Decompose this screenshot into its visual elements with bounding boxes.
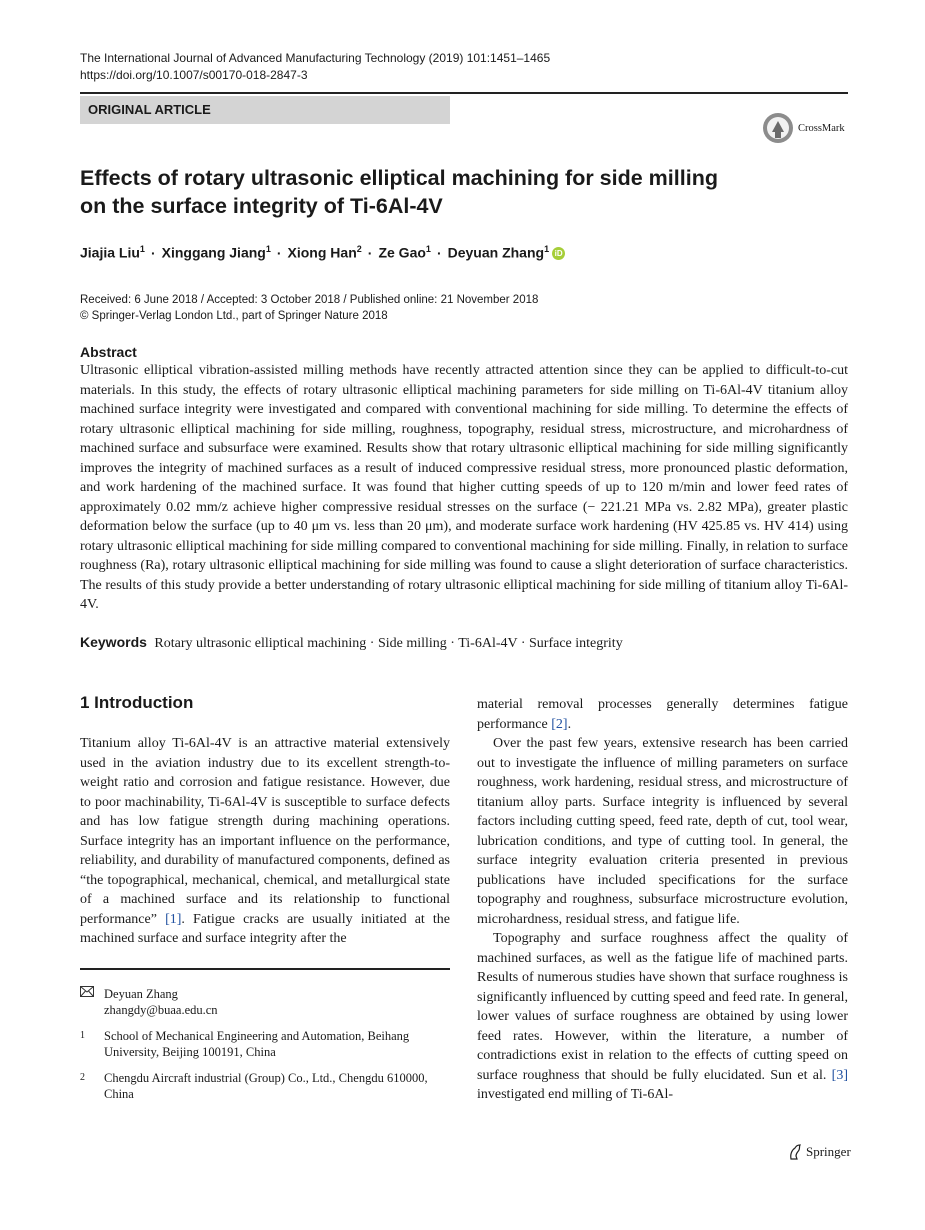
author-separator: · [150,244,156,261]
affiliation-text: School of Mechanical Engineering and Automation, Beihang University, Beijing 100191, China [104,1029,410,1059]
journal-header [80,50,550,84]
citation-link[interactable]: [3] [831,1067,848,1083]
section-heading: 1 Introduction [80,693,194,712]
crossmark-badge[interactable] [762,112,845,144]
abstract-heading: Abstract [80,344,137,360]
author-affiliation: 1 [265,244,271,254]
citation-link[interactable]: [1] [165,911,182,927]
orcid-icon[interactable]: iD [552,247,565,260]
paragraph-text: . Fatigue cracks are usually initiated at the machined surface and surface integrity after the [80,911,451,946]
article-type-banner: ORIGINAL ARTICLE [80,96,450,124]
affiliation-text: Chengdu Aircraft industrial (Group) Co., Ltd., Chengdu 610000, China [104,1071,428,1101]
article-title [80,164,720,220]
history-dates: Received: 6 June 2018 / Accepted: 3 October 2018 / Published online: 21 November 2018 [80,294,539,306]
author-separator: · [436,244,442,261]
author-separator: · [367,244,373,261]
author-affiliation: 2 [356,244,362,254]
citation-link[interactable]: [2] [551,716,568,732]
affiliation-2 [80,1070,450,1102]
crossmark-icon [762,112,794,144]
keywords [80,634,623,652]
paragraph-text: investigated end milling of Ti-6Al- [477,1087,673,1102]
keywords-list: Rotary ultrasonic elliptical machining · Side milling · Ti-6Al-4V · Surface integrity [154,636,623,651]
envelope-icon [80,986,104,1018]
intro-paragraph-1 [80,734,450,949]
corresponding-name: Deyuan Zhang [104,987,178,1001]
abstract-text: Ultrasonic elliptical vibration-assisted milling methods have recently attracted attention since they can be applied to difficult-to-cut materials. In this study, the effects of rotary ultrasonic elliptical machining parameters for side milling on Ti-6Al-4V titanium alloy machined surface integrity were investigated and compared with conventional machining for side milling. To determine the effects of rotary ultrasonic elliptical machining for side milling, roughness, topography, residual stress, microstructure, and microhardness of machined surface and subsurface were examined. Results show that rotary ultrasonic elliptical machining for side milling significantly improves the integrity of machined surfaces as a result of induced compressive residual stress, more pronounced plastic deformation, and work hardening of the machined surface. It was found that higher cutting speeds of up to 120 m/min and lower feed rates of approximately 0.02 mm/z achieve higher compressive residual stresses on the surface (− 221.21 MPa vs. 2.82 MPa), greater plastic deformation below the surface (up to 40 μm vs. less than 20 μm), and moderate surface work hardening (HV 425.85 vs. HV 414) using rotary ultrasonic elliptical machining for side milling compared to conventional machining for side milling. Finally, in relation to surface roughness (Ra), rotary ultrasonic elliptical machining for side milling was found to cause a slight deterioration of surface characteristics. The results of this study provide a better understanding of rotary ultrasonic elliptical machining for side milling of titanium alloy Ti-6Al-4V. [80,363,848,612]
author-affiliation: 1 [139,244,145,254]
corresponding-author [80,986,450,1018]
paragraph-text: . [567,716,572,732]
footnotes [80,986,450,1112]
author-name[interactable]: Xinggang Jiang [161,244,266,261]
author-affiliation: 1 [544,244,550,254]
paragraph-text: Topography and surface roughness affect the quality of machined surfaces, as well as the fatigue life of machined parts. Results of numerous studies have shown that surface roughness is significantly influenced by cutting speed and feed rate. In general, lower values of surface roughness are obtained by using lower feed rates. However, within the literature, a number of contradictions exist in relation to the effects of cutting speed on surface roughness that should be fully elucidated. Sun et al. [477,931,848,1083]
intro-paragraph-3 [477,929,848,1105]
title-line-2: on the surface integrity of Ti-6Al-4V [80,194,443,218]
springer-horse-icon [788,1144,802,1160]
paragraph-text: Titanium alloy Ti-6Al-4V is an attractive material extensively used in the aviation industry due to its excellent strength-to-weight ratio and corrosion and fatigue resistance. However, due to poor machinability, Ti-6Al-4V is susceptible to surface defects and has low fatigue strength during machining operations. Surface integrity has an important influence on the performance, reliability, and durability of manufactured components, defined as “the topographical, mechanical, chemical, and metallurgical state of a machined surface and its relationship to functional performance” [80,736,450,927]
keywords-label: Keywords [80,634,147,650]
header-rule [80,92,848,94]
doi-link[interactable]: https://doi.org/10.1007/s00170-018-2847-3 [80,68,308,82]
author-name[interactable]: Jiajia Liu [80,244,140,261]
author-name[interactable]: Ze Gao [378,244,426,261]
author-list [80,244,565,261]
footnote-rule [80,968,450,970]
right-column [477,695,848,1105]
author-name[interactable]: Xiong Han [287,244,357,261]
author-affiliation: 1 [425,244,431,254]
title-line-1: Effects of rotary ultrasonic elliptical machining for side milling [80,166,718,190]
publisher-name: Springer [806,1144,851,1159]
author-name[interactable]: Deyuan Zhang [447,244,545,261]
intro-paragraph-continued [477,695,848,734]
corresponding-email[interactable]: zhangdy@buaa.edu.cn [104,1003,218,1017]
journal-citation: The International Journal of Advanced Manufacturing Technology (2019) 101:1451–1465 [80,51,551,65]
crossmark-label: CrossMark [798,122,845,134]
intro-paragraph-2: Over the past few years, extensive research has been carried out to investigate the influence of milling parameters on surface roughness, work hardening, residual stress, and microstructure of titanium alloy parts. Surface integrity is influenced by several factors including cutting speed, feed rate, depth of cut, tool wear, lubrication conditions, and type of cutting tool. In general, the surface integrity evaluation criteria presented in previous publications have included specifications for the surface topography and roughness, subsurface microstructure evolution, microhardness, residual stress, and fatigue life. [477,736,848,927]
copyright-line: © Springer-Verlag London Ltd., part of Springer Nature 2018 [80,310,388,322]
publication-dates [80,292,538,324]
affiliation-mark: 1 [80,1030,85,1041]
affiliation-1 [80,1028,450,1060]
paragraph-text: material removal processes generally determines fatigue performance [477,697,848,732]
author-separator: · [276,244,282,261]
affiliation-mark: 2 [80,1072,85,1083]
left-column [80,734,450,949]
publisher-logo [788,1144,851,1160]
